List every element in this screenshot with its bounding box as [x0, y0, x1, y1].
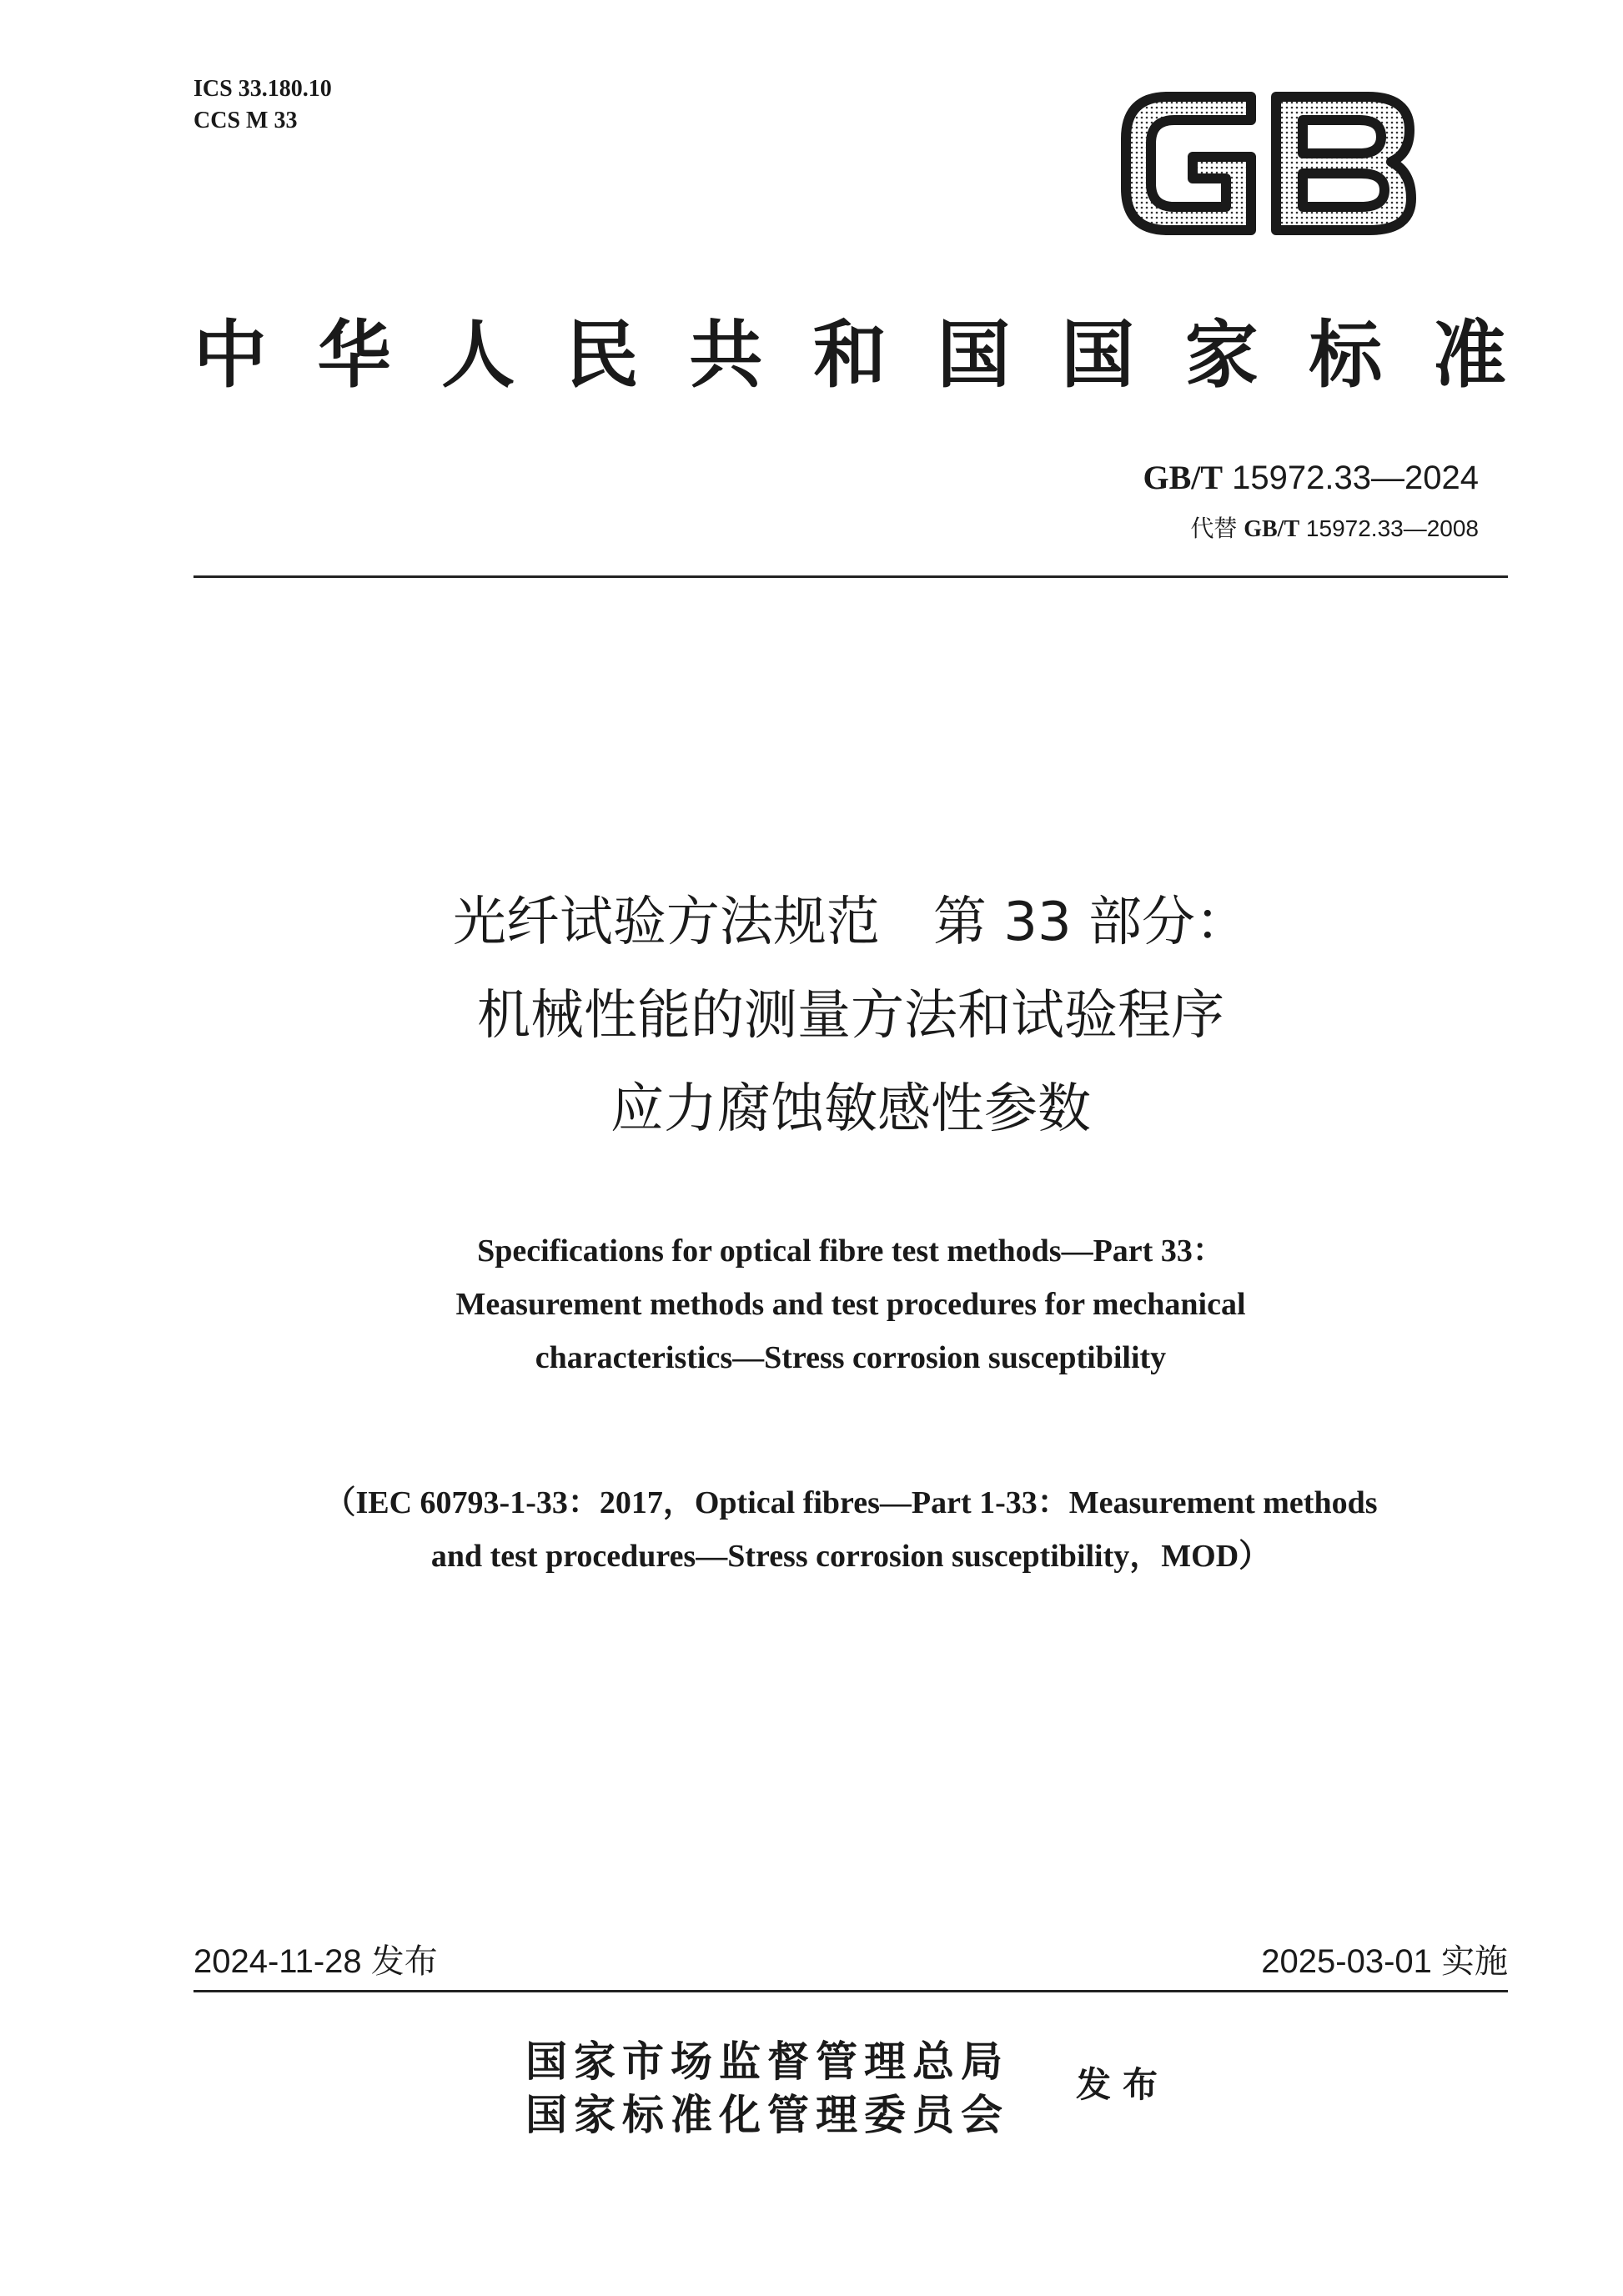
chinese-title-line-2: 机械性能的测量方法和试验程序: [477, 985, 1224, 1047]
chinese-title-line-3: 应力腐蚀敏感性参数: [611, 1078, 1091, 1140]
chinese-title: [193, 876, 1508, 1156]
iec-reference-line-2: and test procedures—Stress corrosion susceptibility，MOD）: [430, 1539, 1271, 1574]
iec-reference: [193, 1476, 1508, 1583]
ics-code: ICS 33.180.10: [193, 76, 332, 102]
replaces-standard: [1190, 514, 1479, 545]
english-title-line-2: Measurement methods and test procedures for mechanical: [455, 1287, 1246, 1322]
standard-prefix: GB/T: [1143, 459, 1224, 496]
issue-date: 2024-11-28 发布: [193, 1943, 438, 1980]
standard-number: [1143, 457, 1479, 499]
issuer-sac: 国家标准化管理委员会: [525, 2090, 1009, 2139]
classification-codes: [193, 73, 332, 137]
publish-label: 发布: [1076, 2064, 1170, 2105]
english-title-line-1: Specifications for optical fibre test methods—Part 33：: [477, 1233, 1224, 1269]
replaces-prefix: GB/T: [1244, 516, 1300, 542]
english-title-line-3: characteristics—Stress corrosion susceptibility: [535, 1340, 1167, 1375]
implementation-date: 2025-03-01 实施: [1261, 1943, 1508, 1980]
national-standard-title: 中华人民共和国国家标准: [193, 311, 1508, 398]
header-divider: [193, 575, 1508, 578]
issuer-samr: 国家市场监督管理总局: [525, 2037, 1009, 2086]
gb-logo-icon: [1109, 80, 1426, 247]
standard-code: 15972.33—2024: [1232, 460, 1479, 496]
ccs-code: CCS M 33: [193, 108, 298, 133]
english-title: [193, 1224, 1508, 1384]
iec-reference-line-1: （IEC 60793-1-33：2017，Optical fibres—Part 1-33：Measurement methods: [324, 1485, 1378, 1520]
replaces-label: 代替: [1190, 515, 1238, 541]
chinese-title-line-1: 光纤试验方法规范 第 33 部分：: [452, 892, 1249, 953]
replaces-code: 15972.33—2008: [1305, 515, 1479, 541]
issuing-organizations: [525, 2035, 1009, 2142]
footer-divider: [193, 1990, 1508, 1992]
